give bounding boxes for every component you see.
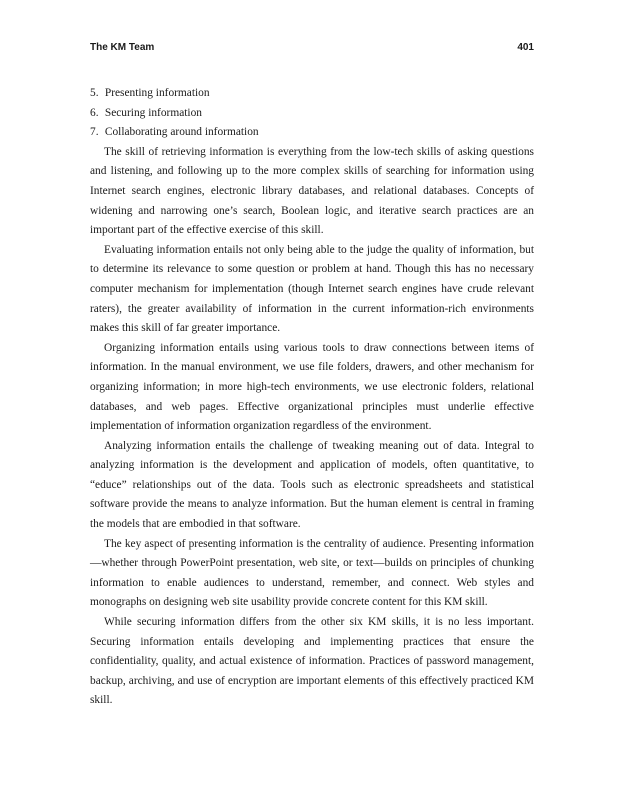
paragraph-analyzing: Analyzing information entails the challenge of tweaking meaning out of data. Integral to analyzing information is the development and application of models, often quantitative, to “educe” relationships out of the data. Tools such as electronic spreadsheets and statistical software provide the means to analyze information. But the human element is central in framing the models that are embodied in that software. [90, 439, 534, 531]
list-item [90, 84, 534, 104]
list-item [90, 104, 534, 124]
page-number: 401 [517, 42, 534, 53]
body-text [90, 84, 534, 711]
list-item-number: 6. [90, 106, 99, 119]
list-item-number: 7. [90, 126, 99, 139]
list-item-text: Collaborating around information [104, 126, 259, 139]
running-header [90, 42, 534, 56]
paragraph-retrieving: The skill of retrieving information is everything from the low-tech skills of asking questions and listening, and following up to the more complex skills of searching for information using Internet search engines, electronic library databases, and relational databases. Concepts of widening and narrowing one’s search, Boolean logic, and iterative search practices are an important part of the effective exercise of this skill. [90, 145, 534, 237]
list-item-text: Securing information [104, 106, 202, 119]
chapter-title: The KM Team [90, 42, 155, 53]
paragraph-securing: While securing information differs from the other six KM skills, it is no less important. Securing information entails developing and implementing practices that ensure the confidentiality, quality, and actual existence of information. Practices of password management, backup, archiving, and use of encryption are important elements of this effectively practiced KM skill. [90, 616, 534, 707]
numbered-list [90, 84, 534, 143]
list-item [90, 123, 534, 143]
paragraph-organizing: Organizing information entails using various tools to draw connections between items of information. In the manual environment, we use file folders, drawers, and other mechanism for organizing information; in more high-tech environments, we use electronic folders, relational databases, and web pages. Effective organizational principles must underlie effective implementation of information organization regardless of the environment. [90, 341, 534, 433]
paragraph-evaluating: Evaluating information entails not only being able to the judge the quality of information, but to determine its relevance to some question or problem at hand. Though this has no necessary computer mechanism for implementation (though Internet search engines have crude relevant raters), the greater availability of information in the current information-rich environments makes this skill of far greater importance. [90, 243, 534, 335]
list-item-text: Presenting information [104, 87, 210, 99]
list-item-number: 5. [90, 87, 99, 99]
paragraph-presenting: The key aspect of presenting information is the centrality of audience. Presenting information—whether through PowerPoint presentation, web site, or text—builds on principles of chunking information to enable audiences to understand, remember, and connect. Web styles and monographs on designing web site usability provide concrete content for this KM skill. [90, 537, 534, 609]
